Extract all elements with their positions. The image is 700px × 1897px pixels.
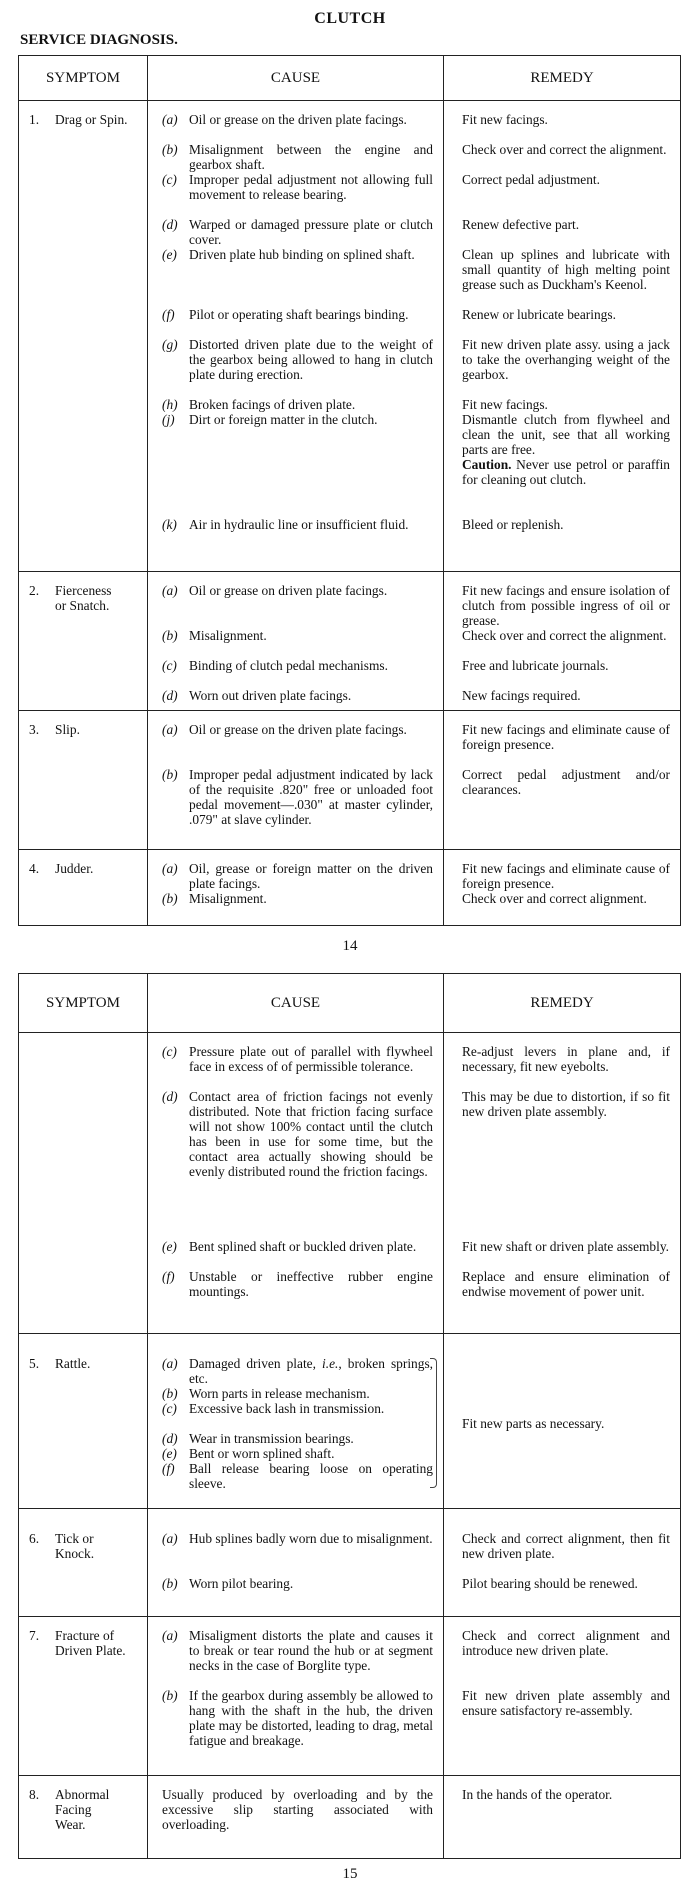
symptom-cell: 3. Slip. <box>19 711 148 849</box>
cause-cell: (a) Hub splines badly worn due to misalignment. (b) Worn pilot bearing. <box>148 1509 444 1616</box>
diagnosis-table-1 <box>18 55 681 926</box>
symptom-header: SYMPTOM <box>19 56 148 100</box>
table-row <box>19 1776 680 1858</box>
remedy-cell: Check and correct alignment and introduce new driven plate. Fit new driven plate assembly and ensure satisfactory re-assembly. <box>462 1628 670 1718</box>
remedy-header: REMEDY <box>530 995 594 1011</box>
cause-cell: Usually produced by overloading and by the excessive slip starting associated with overloading. <box>148 1776 444 1858</box>
table-row <box>19 850 680 925</box>
remedy-cell: Fit new parts as necessary. <box>462 1416 605 1431</box>
remedy-cell: Fit new facings. Check over and correct the alignment. Correct pedal adjustment. Renew defective part. Clean up splines and lubricate with small quantity of high melting point grease such as Duckham's Keenol. Renew or lubricate bearings. Fit new driven plate assy. using a jack to take the overhanging weight of the gearbox. Fit new facings. Dismantle clutch from flywheel and clean the unit, see that all working parts are free. Caution. Never use petrol or paraffin for cleaning out clutch. Bleed or replenish. <box>462 112 670 532</box>
symptom-cell: 2. Fierceness or Snatch. <box>19 572 148 710</box>
brace-icon <box>430 1358 437 1488</box>
cause-cell: (c) Pressure plate out of parallel with flywheel face in excess of of permissible tolerance. (d) Contact area of friction facings not evenly distributed. Note that friction facing surface will not show 100% contact until the clutch has been in use for some time, but the contact area actually showing should be evenly distributed round the friction facings. (e) Bent splined shaft or buckled driven plate. (f) Unstable or ineffective rubber engine mountings. <box>148 1033 444 1333</box>
table-row <box>19 1617 680 1776</box>
symptom-cell: 4. Judder. <box>19 850 148 925</box>
symptom-cell <box>19 1033 148 1333</box>
page-number: 15 <box>342 1866 358 1882</box>
remedy-header: REMEDY <box>530 70 594 86</box>
cause-cell: (a) Misaligment distorts the plate and causes it to break or tear round the hub or at segment necks in the case of Borglite type. (b) If the gearbox during assembly be allowed to hang with the shaft in the hub, the driven plate may be distorted, leading to drag, metal fatigue and breakage. <box>148 1617 444 1775</box>
remedy-cell: Fit new facings and ensure isolation of clutch from possible ingress of oil or grease. Check over and correct the alignment. Free and lubricate journals. New facings required. <box>462 583 670 703</box>
table-row <box>19 1334 680 1509</box>
table-row <box>19 101 680 572</box>
cause-cell: (a) Damaged driven plate, i.e., broken springs, etc. (b) Worn parts in release mechanism. (c) Excessive back lash in transmission. (d) Wear in transmission bearings. (e) Bent or worn splined shaft. (f) Ball release bearing loose on operating sleeve. <box>148 1334 444 1508</box>
cause-header: CAUSE <box>148 974 444 1032</box>
table-header <box>19 56 680 101</box>
remedy-cell: Re-adjust levers in plane and, if necessary, fit new eyebolts. This may be due to distortion, if so fit new driven plate assembly. Fit new shaft or driven plate assembly. Replace and ensure elimination of endwise movement of power unit. <box>462 1044 670 1299</box>
table-row <box>19 1509 680 1617</box>
symptom-cell: 1. Drag or Spin. <box>19 101 148 571</box>
table-header <box>19 974 680 1033</box>
page-title: CLUTCH <box>314 10 386 27</box>
remedy-cell: Fit new facings and eliminate cause of foreign presence. Check over and correct alignment. <box>462 861 670 906</box>
symptom-cell: 5. Rattle. <box>19 1334 148 1508</box>
cause-cell: (a) Oil or grease on driven plate facings. (b) Misalignment. (c) Binding of clutch pedal mechanisms. (d) Worn out driven plate facings. <box>148 572 444 710</box>
remedy-cell: In the hands of the operator. <box>462 1787 613 1802</box>
remedy-cell: Check and correct alignment, then fit new driven plate. Pilot bearing should be renewed. <box>462 1531 670 1591</box>
caution-label: Caution. <box>462 457 512 472</box>
table-row <box>19 711 680 850</box>
cause-header: CAUSE <box>148 56 444 100</box>
table-row <box>19 1033 680 1334</box>
cause-cell: (a) Oil, grease or foreign matter on the driven plate facings. (b) Misalignment. <box>148 850 444 925</box>
symptom-cell: 6. Tick or Knock. <box>19 1509 148 1616</box>
symptom-header: SYMPTOM <box>19 974 148 1032</box>
section-title: SERVICE DIAGNOSIS. <box>20 32 178 48</box>
cause-cell: (a) Oil or grease on the driven plate facings. (b) Misalignment between the engine and gearbox shaft. (c) Improper pedal adjustment not allowing full movement to release bearing. (d) Warped or damaged pressure plate or clutch cover. (e) Driven plate hub binding on splined shaft. (f) Pilot or operating shaft bearings binding. (g) Distorted driven plate due to the weight of the gearbox being allowed to hang in clutch plate during erection. (h) Broken facings of driven plate. (j) Dirt or foreign matter in the clutch. (k) Air in hydraulic line or insufficient fluid. <box>148 101 444 571</box>
remedy-cell: Fit new facings and eliminate cause of foreign presence. Correct pedal adjustment and/or clearances. <box>462 722 670 797</box>
symptom-cell: 7. Fracture of Driven Plate. <box>19 1617 148 1775</box>
table-row <box>19 572 680 711</box>
page-number: 14 <box>342 938 358 954</box>
cause-cell: (a) Oil or grease on the driven plate facings. (b) Improper pedal adjustment indicated by lack of the requisite .820" free or unloaded foot pedal movement—.030" at master cylinder, .079" at slave cylinder. <box>148 711 444 849</box>
diagnosis-table-2 <box>18 973 681 1859</box>
symptom-cell: 8. Abnormal Facing Wear. <box>19 1776 148 1858</box>
